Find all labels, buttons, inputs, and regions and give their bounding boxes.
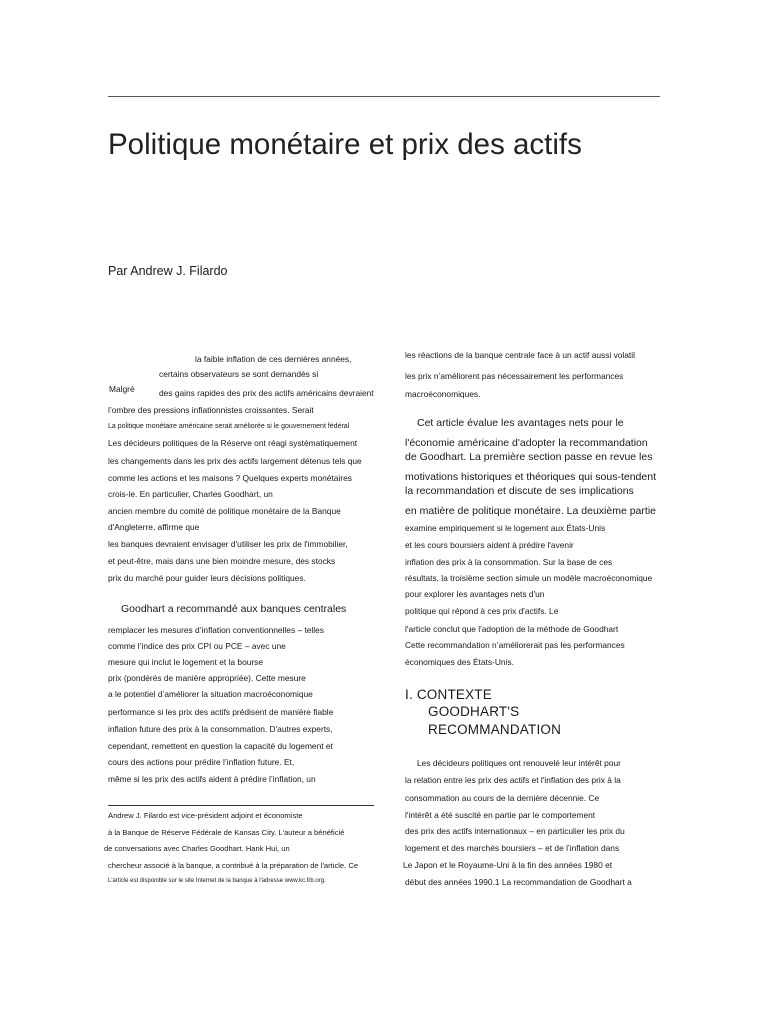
text-line: comme l’indice des prix CPI ou PCE – avec une — [108, 641, 286, 651]
text-line: cours des actions pour prédire l’inflation future. Et, — [108, 757, 295, 767]
text-line: prix (pondérés de manière appropriée). Cette mesure — [108, 673, 306, 683]
text-line: et peut-être, mais dans une bien moindre mesure, des stocks — [108, 556, 336, 566]
text-line: mesure qui inclut le logement et la bourse — [108, 657, 264, 667]
text-line: examine empiriquement si le logement aux États-Unis — [405, 523, 606, 533]
text-line: des gains rapides des prix des actifs américains devraient — [159, 388, 374, 398]
text-line: l'article conclut que l'adoption de la méthode de Goodhart — [405, 624, 619, 634]
text-line: certains observateurs se sont demandés si — [159, 369, 319, 379]
header-rule — [108, 96, 660, 97]
footnote-line: de conversations avec Charles Goodhart. Hank Hui, un — [104, 844, 290, 853]
text-line: remplacer les mesures d’inflation conventionnelles – telles — [108, 625, 324, 635]
text-line: même si les prix des actifs aident à prédire l’inflation, un — [108, 774, 316, 784]
section-heading: I. CONTEXTE — [405, 687, 492, 702]
section-heading: RECOMMANDATION — [428, 722, 562, 737]
text-line: Malgré — [109, 384, 135, 394]
footnote-line: Andrew J. Filardo est vice-président adjoint et économiste — [108, 811, 303, 820]
section-heading: GOODHART'S — [428, 704, 520, 719]
text-line: crois-le. En particulier, Charles Goodhart, un — [108, 489, 273, 499]
footnote-line: L'article est disponible sur le site Internet de la banque à l'adresse www.kc.frb.org. — [108, 878, 326, 884]
text-line: Cet article évalue les avantages nets pour le — [417, 417, 624, 429]
author-byline: Par Andrew J. Filardo — [108, 264, 228, 278]
text-line: de Goodhart. La première section passe en revue les — [405, 451, 653, 463]
text-line: cependant, remettent en question la capacité du logement et — [108, 741, 333, 751]
text-line: économiques des États-Unis. — [405, 657, 514, 667]
text-line: l'intérêt a été suscité en partie par le comportement — [405, 810, 596, 820]
text-line: l'économie américaine d'adopter la recommandation — [405, 437, 648, 449]
text-line: Le Japon et le Royaume-Uni à la fin des années 1980 et — [403, 860, 613, 870]
text-line: d'Angleterre, affirme que — [108, 522, 200, 532]
text-line: politique qui répond à ces prix d'actifs. Le — [405, 606, 559, 616]
text-line: pour explorer les avantages nets d'un — [405, 589, 545, 599]
text-line: et les cours boursiers aident à prédire l'avenir — [405, 540, 574, 550]
text-line: motivations historiques et théoriques qui sous-tendent — [405, 471, 656, 483]
text-line: des prix des actifs internationaux – en particulier les prix du — [405, 826, 625, 836]
footnote-line: chercheur associé à la banque, a contribué à la préparation de l'article. Ce — [108, 861, 359, 870]
text-line: les prix n’améliorent pas nécessairement les performances — [405, 371, 624, 381]
text-line: Cette recommandation n’améliorerait pas les performances — [405, 640, 625, 650]
paragraph-lead: Goodhart a recommandé aux banques centrales — [121, 603, 347, 615]
text-line: résultats, la troisième section simule un modèle macroéconomique — [405, 573, 653, 583]
text-line: les changements dans les prix des actifs largement détenus tels que — [108, 456, 362, 466]
text-line: prix du marché pour guider leurs décisions politiques. — [108, 573, 306, 583]
text-line: a le potentiel d’améliorer la situation macroéconomique — [108, 689, 313, 699]
text-line: performance si les prix des actifs prédisent de manière fiable — [108, 707, 334, 717]
text-line: en matière de politique monétaire. La deuxième partie — [405, 505, 656, 517]
text-line: les réactions de la banque centrale face à un actif aussi volatil — [405, 350, 635, 360]
text-line: la recommandation et discute de ses implications — [405, 485, 634, 497]
text-line: logement et des marchés boursiers – et de l’inflation dans — [405, 843, 620, 853]
text-line: la relation entre les prix des actifs et l'inflation des prix à la — [405, 775, 621, 785]
text-line: consommation au cours de la dernière décennie. Ce — [405, 793, 600, 803]
text-line: Les décideurs politiques de la Réserve ont réagi systématiquement — [108, 438, 358, 448]
text-line: les banques devraient envisager d'utiliser les prix de l'immobilier, — [108, 539, 348, 549]
text-line: inflation des prix à la consommation. Sur la base de ces — [405, 557, 613, 567]
footnote-rule — [108, 805, 374, 806]
text-line: La politique monétaire américaine serait améliorée si le gouvernement fédéral — [108, 423, 350, 430]
text-line: macroéconomiques. — [405, 389, 481, 399]
text-line: Les décideurs politiques ont renouvelé leur intérêt pour — [417, 758, 621, 768]
text-line: la faible inflation de ces dernières années, — [195, 354, 352, 364]
text-line: inflation future des prix à la consommation. D'autres experts, — [108, 724, 333, 734]
text-line: l’ombre des pressions inflationnistes croissantes. Serait — [108, 405, 314, 415]
footnote-line: à la Banque de Réserve Fédérale de Kansas City. L'auteur a bénéficié — [108, 828, 345, 837]
page-title: Politique monétaire et prix des actifs — [108, 128, 582, 161]
text-line: comme les actions et les maisons ? Quelques experts monétaires — [108, 473, 352, 483]
text-line: début des années 1990.1 La recommandation de Goodhart a — [405, 877, 632, 887]
text-line: ancien membre du comité de politique monétaire de la Banque — [108, 506, 341, 516]
